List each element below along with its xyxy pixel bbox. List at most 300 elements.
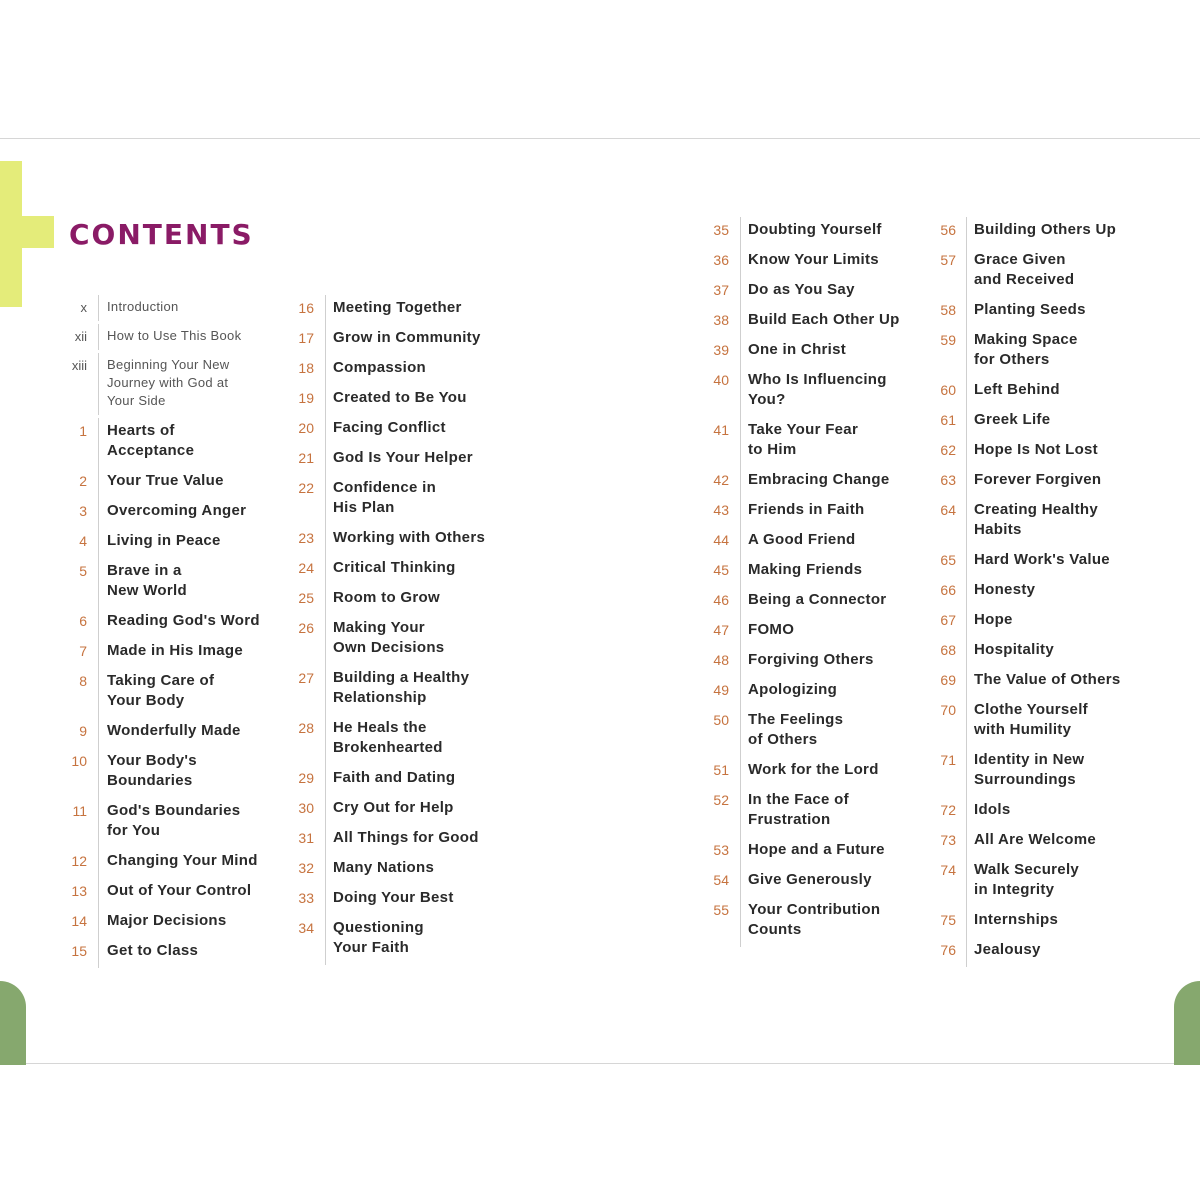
toc-entry[interactable]: [279, 798, 489, 818]
toc-entry[interactable]: [279, 478, 489, 518]
toc-entry[interactable]: [279, 828, 489, 848]
entry-title: Making Your: [333, 619, 425, 636]
entry-divider: [966, 217, 967, 247]
entry-divider: [740, 467, 741, 497]
entry-divider: [966, 377, 967, 407]
entry-divider: [966, 297, 967, 327]
entry-divider: [966, 247, 967, 297]
entry-title: Hope: [974, 611, 1013, 628]
entry-title: in Integrity: [974, 881, 1055, 898]
toc-entry[interactable]: [279, 448, 489, 468]
page-number: 48: [713, 652, 729, 668]
entry-divider: [98, 295, 99, 321]
contents-spread: [0, 138, 1200, 1064]
entry-title: Hope and a Future: [748, 841, 885, 858]
entry-divider: [740, 277, 741, 307]
toc-entry[interactable]: [52, 801, 262, 841]
entry-divider: [325, 555, 326, 585]
entry-title: Forgiving Others: [748, 651, 874, 668]
entry-title: Journey with God at: [107, 375, 229, 390]
entry-divider: [325, 885, 326, 915]
toc-entry[interactable]: [279, 528, 489, 548]
toc-entry[interactable]: [921, 470, 1131, 490]
toc-entry[interactable]: [694, 790, 904, 830]
page-number: 56: [940, 222, 956, 238]
entry-title: for Others: [974, 351, 1050, 368]
page-number: 14: [71, 913, 87, 929]
toc-entry[interactable]: [52, 611, 262, 631]
entry-title: Making Space: [974, 331, 1078, 348]
entry-title: of Others: [748, 731, 818, 748]
entry-title: Give Generously: [748, 871, 872, 888]
entry-title: Room to Grow: [333, 589, 440, 606]
toc-entry[interactable]: [921, 860, 1131, 900]
entry-divider: [966, 637, 967, 667]
entry-title: Your True Value: [107, 472, 224, 489]
page-number: 16: [298, 300, 314, 316]
entry-title: Left Behind: [974, 381, 1060, 398]
toc-entry[interactable]: [694, 650, 904, 670]
page-number: 30: [298, 800, 314, 816]
entry-title: Apologizing: [748, 681, 838, 698]
left-page-tab: [0, 981, 26, 1065]
entry-divider: [740, 557, 741, 587]
entry-divider: [98, 938, 99, 968]
page-number: 8: [79, 673, 87, 689]
entry-title: Made in His Image: [107, 642, 243, 659]
toc-entry[interactable]: [694, 840, 904, 860]
entry-title: Grace Given: [974, 251, 1066, 268]
entry-divider: [98, 418, 99, 468]
toc-entry[interactable]: [279, 888, 489, 908]
entry-title: Acceptance: [107, 442, 195, 459]
toc-entry[interactable]: [52, 531, 262, 551]
entry-title: Major Decisions: [107, 912, 227, 929]
toc-entry[interactable]: [921, 800, 1131, 820]
entry-title: Changing Your Mind: [107, 852, 258, 869]
entry-divider: [740, 247, 741, 277]
entry-divider: [98, 558, 99, 608]
page-number: 15: [71, 943, 87, 959]
entry-title: Frustration: [748, 811, 831, 828]
entry-divider: [740, 787, 741, 837]
toc-entry[interactable]: [279, 588, 489, 608]
toc-entry[interactable]: [921, 410, 1131, 430]
entry-divider: [98, 608, 99, 638]
entry-divider: [966, 407, 967, 437]
entry-divider: [98, 468, 99, 498]
entry-divider: [740, 647, 741, 677]
entry-divider: [325, 765, 326, 795]
page-number: 26: [298, 620, 314, 636]
entry-title: Doing Your Best: [333, 889, 454, 906]
page-number: 65: [940, 552, 956, 568]
entry-divider: [325, 825, 326, 855]
page-number: 27: [298, 670, 314, 686]
page-number: 36: [713, 252, 729, 268]
page-number: 17: [298, 330, 314, 346]
toc-entry[interactable]: [921, 830, 1131, 850]
entry-title: Identity in New: [974, 751, 1085, 768]
entry-title: Your Body: [107, 692, 185, 709]
entry-title: Making Friends: [748, 561, 863, 578]
toc-entry[interactable]: [52, 671, 262, 711]
entry-title: Living in Peace: [107, 532, 221, 549]
toc-entry[interactable]: [694, 370, 904, 410]
page-number: 29: [298, 770, 314, 786]
entry-title: FOMO: [748, 621, 795, 638]
entry-divider: [740, 897, 741, 947]
entry-divider: [98, 528, 99, 558]
entry-title: Questioning: [333, 919, 424, 936]
entry-title: Building a Healthy: [333, 669, 470, 686]
toc-entry[interactable]: [52, 561, 262, 601]
entry-title: Your Body's: [107, 752, 197, 769]
toc-frontmatter-entry[interactable]: [52, 327, 262, 345]
page-number: 44: [713, 532, 729, 548]
entry-divider: [325, 325, 326, 355]
entry-title: Hope Is Not Lost: [974, 441, 1098, 458]
toc-entry[interactable]: [694, 310, 904, 330]
entry-divider: [325, 615, 326, 665]
toc-entry[interactable]: [52, 881, 262, 901]
page-number: 24: [298, 560, 314, 576]
entry-divider: [740, 757, 741, 787]
entry-divider: [98, 638, 99, 668]
page-number: 70: [940, 702, 956, 718]
entry-divider: [740, 367, 741, 417]
page-number: 43: [713, 502, 729, 518]
entry-title: Introduction: [107, 299, 179, 314]
toc-entry[interactable]: [279, 358, 489, 378]
page-number: 46: [713, 592, 729, 608]
entry-title: All Things for Good: [333, 829, 479, 846]
entry-divider: [966, 937, 967, 967]
page-number: 45: [713, 562, 729, 578]
toc-entry[interactable]: [279, 668, 489, 708]
entry-title: God Is Your Helper: [333, 449, 473, 466]
entry-divider: [740, 837, 741, 867]
entry-title: Your Faith: [333, 939, 410, 956]
page-number: 47: [713, 622, 729, 638]
entry-divider: [98, 324, 99, 350]
entry-divider: [325, 355, 326, 385]
entry-title: Your Contribution: [748, 901, 881, 918]
entry-divider: [966, 797, 967, 827]
toc-entry[interactable]: [279, 918, 489, 958]
entry-divider: [98, 908, 99, 938]
entry-title: Brokenhearted: [333, 739, 443, 756]
page-number: 1: [79, 423, 87, 439]
entry-title: Jealousy: [974, 941, 1041, 958]
toc-entry[interactable]: [52, 851, 262, 871]
entry-title: The Value of Others: [974, 671, 1121, 688]
entry-divider: [740, 497, 741, 527]
entry-title: Hearts of: [107, 422, 175, 439]
toc-entry[interactable]: [921, 550, 1131, 570]
toc-entry[interactable]: [921, 440, 1131, 460]
entry-divider: [325, 415, 326, 445]
toc-entry[interactable]: [279, 618, 489, 658]
entry-title: Greek Life: [974, 411, 1051, 428]
page-number: 58: [940, 302, 956, 318]
toc-entry[interactable]: [694, 530, 904, 550]
toc-entry[interactable]: [279, 718, 489, 758]
toc-entry[interactable]: [279, 298, 489, 318]
toc-entry[interactable]: [921, 700, 1131, 740]
entry-title: Hospitality: [974, 641, 1054, 658]
entry-divider: [98, 878, 99, 908]
toc-frontmatter-entry[interactable]: [52, 298, 262, 316]
entry-title: Embracing Change: [748, 471, 890, 488]
entry-title: New World: [107, 582, 187, 599]
page-number: 23: [298, 530, 314, 546]
toc-frontmatter-entry[interactable]: [52, 356, 262, 410]
page-number: 25: [298, 590, 314, 606]
entry-divider: [966, 827, 967, 857]
toc-entry[interactable]: [694, 560, 904, 580]
entry-title: Facing Conflict: [333, 419, 446, 436]
page-number: 31: [298, 830, 314, 846]
page-number: 38: [713, 312, 729, 328]
entry-title: He Heals the: [333, 719, 427, 736]
entry-title: with Humility: [974, 721, 1072, 738]
entry-divider: [740, 217, 741, 247]
toc-entry[interactable]: [694, 280, 904, 300]
page-number: 57: [940, 252, 956, 268]
entry-title: Cry Out for Help: [333, 799, 454, 816]
toc-entry[interactable]: [921, 330, 1131, 370]
entry-divider: [966, 667, 967, 697]
entry-divider: [740, 527, 741, 557]
page-number: 71: [940, 752, 956, 768]
page-number: xii: [74, 329, 87, 344]
toc-entry[interactable]: [694, 620, 904, 640]
entry-title: Out of Your Control: [107, 882, 252, 899]
entry-title: Working with Others: [333, 529, 486, 546]
toc-entry[interactable]: [921, 500, 1131, 540]
entry-title: Critical Thinking: [333, 559, 456, 576]
entry-divider: [98, 353, 99, 415]
entry-title: You?: [748, 391, 786, 408]
toc-entry[interactable]: [694, 680, 904, 700]
entry-title: Who Is Influencing: [748, 371, 887, 388]
entry-title: How to Use This Book: [107, 328, 242, 343]
entry-title: Reading God's Word: [107, 612, 260, 629]
page-number: x: [80, 300, 87, 315]
page-number: 61: [940, 412, 956, 428]
entry-divider: [325, 525, 326, 555]
entry-divider: [966, 497, 967, 547]
entry-divider: [98, 718, 99, 748]
page-number: 11: [72, 803, 87, 819]
entry-divider: [98, 498, 99, 528]
entry-divider: [966, 547, 967, 577]
page-number: 4: [79, 533, 87, 549]
toc-entry[interactable]: [279, 328, 489, 348]
toc-entry[interactable]: [52, 721, 262, 741]
entry-divider: [966, 577, 967, 607]
toc-entry[interactable]: [279, 558, 489, 578]
entry-divider: [325, 795, 326, 825]
toc-entry[interactable]: [694, 760, 904, 780]
toc-entry[interactable]: [694, 710, 904, 750]
entry-title: Internships: [974, 911, 1059, 928]
page-number: 6: [79, 613, 87, 629]
page-number: 3: [79, 503, 87, 519]
entry-divider: [325, 445, 326, 475]
entry-title: Honesty: [974, 581, 1036, 598]
toc-entry[interactable]: [279, 768, 489, 788]
page-number: 60: [940, 382, 956, 398]
entry-title: Doubting Yourself: [748, 221, 882, 238]
entry-title: Confidence in: [333, 479, 437, 496]
toc-entry[interactable]: [921, 580, 1131, 600]
page-number: 37: [713, 282, 729, 298]
toc-entry[interactable]: [52, 421, 262, 461]
page-number: 39: [713, 342, 729, 358]
toc-entry[interactable]: [52, 751, 262, 791]
page-number: 18: [298, 360, 314, 376]
entry-title: Take Your Fear: [748, 421, 859, 438]
page-number: 2: [79, 473, 87, 489]
toc-entry[interactable]: [279, 388, 489, 408]
toc-entry[interactable]: [921, 220, 1131, 240]
entry-divider: [966, 437, 967, 467]
entry-title: Grow in Community: [333, 329, 481, 346]
page-number: 13: [71, 883, 87, 899]
toc-entry[interactable]: [694, 420, 904, 460]
entry-title: Your Side: [107, 393, 166, 408]
page-number: 21: [298, 450, 314, 466]
page-number: 35: [713, 222, 729, 238]
page-number: 74: [940, 862, 956, 878]
page-number: 41: [713, 422, 729, 438]
page-number: 62: [940, 442, 956, 458]
page-number: 12: [71, 853, 87, 869]
entry-title: Idols: [974, 801, 1011, 818]
entry-title: Taking Care of: [107, 672, 215, 689]
page-number: 33: [298, 890, 314, 906]
toc-entry[interactable]: [52, 471, 262, 491]
entry-divider: [325, 475, 326, 525]
entry-title: God's Boundaries: [107, 802, 241, 819]
toc-entry[interactable]: [694, 340, 904, 360]
entry-divider: [98, 798, 99, 848]
entry-title: His Plan: [333, 499, 395, 516]
page-number: 5: [79, 563, 87, 579]
entry-title: Forever Forgiven: [974, 471, 1102, 488]
toc-entry[interactable]: [921, 610, 1131, 630]
entry-title: One in Christ: [748, 341, 847, 358]
entry-title: Beginning Your New: [107, 357, 230, 372]
page-number: 19: [298, 390, 314, 406]
contents-heading: CONTENTS: [69, 218, 254, 251]
entry-divider: [98, 748, 99, 798]
entry-divider: [740, 617, 741, 647]
toc-entry[interactable]: [921, 300, 1131, 320]
entry-divider: [966, 747, 967, 797]
page-number: 72: [940, 802, 956, 818]
toc-entry[interactable]: [921, 250, 1131, 290]
entry-title: to Him: [748, 441, 797, 458]
toc-entry[interactable]: [694, 590, 904, 610]
toc-entry[interactable]: [279, 418, 489, 438]
entry-divider: [740, 307, 741, 337]
entry-title: Faith and Dating: [333, 769, 456, 786]
entry-divider: [325, 915, 326, 965]
entry-divider: [325, 295, 326, 325]
page-number: 54: [713, 872, 729, 888]
toc-entry[interactable]: [921, 940, 1131, 960]
entry-title: A Good Friend: [748, 531, 856, 548]
entry-divider: [325, 585, 326, 615]
entry-title: Being a Connector: [748, 591, 887, 608]
entry-divider: [325, 385, 326, 415]
entry-divider: [740, 417, 741, 467]
page-number: 68: [940, 642, 956, 658]
entry-divider: [966, 857, 967, 907]
toc-entry[interactable]: [694, 220, 904, 240]
page-number: 55: [713, 902, 729, 918]
page-number: 75: [940, 912, 956, 928]
entry-divider: [740, 707, 741, 757]
entry-title: Brave in a: [107, 562, 182, 579]
toc-entry[interactable]: [694, 500, 904, 520]
entry-title: Many Nations: [333, 859, 435, 876]
toc-entry[interactable]: [52, 941, 262, 961]
toc-entry[interactable]: [921, 750, 1131, 790]
entry-divider: [325, 855, 326, 885]
entry-title: Work for the Lord: [748, 761, 879, 778]
entry-title: Habits: [974, 521, 1022, 538]
toc-entry[interactable]: [921, 910, 1131, 930]
toc-entry[interactable]: [921, 640, 1131, 660]
page-number: 28: [298, 720, 314, 736]
right-page-tab: [1174, 981, 1200, 1065]
entry-divider: [740, 587, 741, 617]
toc-entry[interactable]: [279, 858, 489, 878]
page-number: 59: [940, 332, 956, 348]
entry-title: Know Your Limits: [748, 251, 879, 268]
entry-divider: [740, 867, 741, 897]
page-number: 32: [298, 860, 314, 876]
toc-entry[interactable]: [694, 900, 904, 940]
toc-entry[interactable]: [52, 911, 262, 931]
entry-title: Friends in Faith: [748, 501, 865, 518]
entry-divider: [325, 715, 326, 765]
toc-entry[interactable]: [921, 380, 1131, 400]
entry-title: Boundaries: [107, 772, 193, 789]
page-number: 20: [298, 420, 314, 436]
toc-entry[interactable]: [921, 670, 1131, 690]
entry-title: and Received: [974, 271, 1075, 288]
toc-entry[interactable]: [52, 641, 262, 661]
page-number: 67: [940, 612, 956, 628]
toc-entry[interactable]: [694, 870, 904, 890]
toc-entry[interactable]: [694, 470, 904, 490]
entry-divider: [740, 677, 741, 707]
entry-title: Counts: [748, 921, 802, 938]
entry-divider: [966, 697, 967, 747]
page-number: 53: [713, 842, 729, 858]
page-number: 42: [713, 472, 729, 488]
entry-divider: [740, 337, 741, 367]
toc-entry[interactable]: [694, 250, 904, 270]
entry-title: All Are Welcome: [974, 831, 1097, 848]
toc-entry[interactable]: [52, 501, 262, 521]
page-number: 51: [713, 762, 729, 778]
